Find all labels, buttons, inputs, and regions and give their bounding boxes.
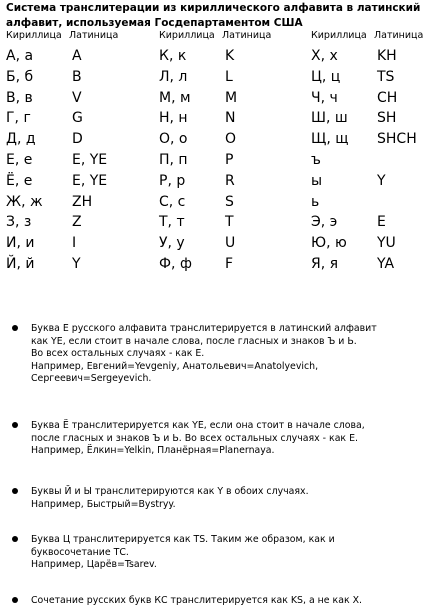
bullet-icon (12, 325, 18, 331)
cyrillic-letter: А, а (6, 48, 34, 64)
cyrillic-letter: Ч, ч (311, 89, 338, 106)
header-cyrillic: Кириллица (6, 30, 62, 41)
cyrillic-letter: Ж, ж (6, 193, 43, 210)
cyrillic-letter: Н, н (159, 110, 188, 127)
cyrillic-letter: Р, р (159, 172, 186, 189)
cyrillic-letter: В, в (6, 89, 33, 106)
note-line: Например, Царёв=Tsarev. (31, 559, 157, 571)
note-line: Сергеевич=Sergeyevich. (31, 373, 152, 385)
bullet-icon (12, 488, 18, 494)
note-line: Сочетание русских букв КС транслитерируется как KS, а не как X. (31, 595, 362, 606)
cyrillic-letter: Й, й (6, 256, 35, 272)
cyrillic-letter: З, з (6, 214, 32, 231)
latin-equivalent: P (225, 152, 234, 168)
cyrillic-letter: Я, я (311, 256, 339, 272)
note-line: Например, Ёлкин=Yelkin, Планёрная=Planernaya. (31, 445, 275, 457)
latin-equivalent: A (72, 48, 82, 64)
cyrillic-letter: Е, е (6, 152, 33, 168)
cyrillic-letter: ь (311, 193, 320, 210)
latin-equivalent: SHCH (377, 131, 417, 148)
latin-equivalent: E (377, 214, 386, 231)
bullet-icon (12, 422, 18, 428)
latin-equivalent: R (225, 172, 235, 189)
latin-equivalent: Y (377, 172, 386, 189)
latin-equivalent: K (225, 48, 235, 64)
note-letters-y (31, 486, 433, 511)
cyrillic-letter: У, у (159, 235, 185, 252)
cyrillic-letter: ы (311, 172, 323, 189)
latin-equivalent: SH (377, 110, 397, 127)
cyrillic-letter: С, с (159, 193, 186, 210)
cyrillic-letter: Ш, ш (311, 110, 348, 127)
cyrillic-letter: К, к (159, 48, 187, 64)
latin-equivalent: G (72, 110, 83, 127)
column-header (6, 30, 119, 42)
latin-equivalent: Z (72, 214, 82, 231)
latin-equivalent: KH (377, 48, 397, 64)
cyrillic-letter: Л, л (159, 68, 188, 85)
cyrillic-letter: О, о (159, 131, 188, 148)
latin-equivalent: O (225, 131, 237, 148)
header-latin: Латиница (69, 30, 119, 41)
column-header (311, 30, 424, 42)
latin-equivalent: M (225, 89, 238, 106)
note-letter-ts (31, 534, 433, 572)
latin-equivalent: Y (72, 256, 81, 272)
note-line: Буква Ё транслитерируется как YE, если она стоит в начале слова, (31, 420, 365, 431)
note-line: буквосочетание ТС. (31, 546, 129, 558)
latin-equivalent: TS (377, 68, 395, 85)
latin-equivalent: T (225, 214, 234, 231)
note-line: Во всех остальных случаях - как E. (31, 348, 205, 360)
note-line: после гласных и знаков Ъ и Ь. Во всех остальных случаях - как E. (31, 432, 358, 444)
note-letter-yo (31, 420, 433, 458)
cyrillic-letter: Щ, щ (311, 131, 349, 148)
latin-equivalent: I (72, 235, 77, 252)
note-line: Буква Е русского алфавита транслитерируется в латинский алфавит (31, 323, 377, 334)
latin-equivalent: S (225, 193, 234, 210)
bullet-icon (12, 597, 18, 603)
header-latin: Латиница (374, 30, 424, 41)
cyrillic-letter: Ю, ю (311, 235, 347, 252)
latin-equivalent: N (225, 110, 236, 127)
bullet-icon (12, 536, 18, 542)
latin-equivalent: E, YE (72, 152, 108, 168)
cyrillic-letter: М, м (159, 89, 191, 106)
note-line: Буква Ц транслитерируется как TS. Таким же образом, как и (31, 534, 335, 545)
latin-equivalent: D (72, 131, 83, 148)
cyrillic-letter: Г, г (6, 110, 31, 127)
note-line: Например, Быстрый=Bystryy. (31, 498, 176, 510)
cyrillic-letter: П, п (159, 152, 188, 168)
note-letter-ye (31, 323, 433, 386)
cyrillic-letter: Ф, ф (159, 256, 192, 272)
cyrillic-letter: Х, х (311, 48, 338, 64)
latin-equivalent: L (225, 68, 233, 85)
latin-equivalent: U (225, 235, 236, 252)
cyrillic-letter: И, и (6, 235, 35, 252)
note-letters-ks (31, 595, 433, 608)
note-line: Например, Евгений=Yevgeniy, Анатольевич=Anatolyevich, (31, 360, 319, 372)
latin-equivalent: E, YE (72, 172, 108, 189)
latin-equivalent: F (225, 256, 234, 272)
header-cyrillic: Кириллица (311, 30, 367, 41)
cyrillic-letter: Д, д (6, 131, 36, 148)
header-latin: Латиница (222, 30, 272, 41)
latin-equivalent: ZH (72, 193, 93, 210)
cyrillic-letter: Ц, ц (311, 68, 341, 85)
cyrillic-letter: Э, э (311, 214, 338, 231)
cyrillic-letter: Ё, е (6, 172, 33, 189)
header-cyrillic: Кириллица (159, 30, 215, 41)
cyrillic-letter: Т, т (159, 214, 185, 231)
latin-equivalent: B (72, 68, 82, 85)
note-line: как YE, если стоит в начале слова, после гласных и знаков Ъ и Ь. (31, 335, 357, 347)
cyrillic-letter: Б, б (6, 68, 34, 85)
cyrillic-letter: ъ (311, 152, 321, 168)
latin-equivalent: V (72, 89, 82, 106)
latin-equivalent: YA (377, 256, 395, 272)
column-header (159, 30, 272, 42)
note-line: Буквы Й и Ы транслитерируются как Y в обоих случаях. (31, 486, 309, 497)
latin-equivalent: YU (377, 235, 396, 252)
page-title: Система транслитерации из кириллического алфавита в латинский алфавит, используемая Госдепартаментом США (6, 2, 421, 29)
latin-equivalent: CH (377, 89, 398, 106)
